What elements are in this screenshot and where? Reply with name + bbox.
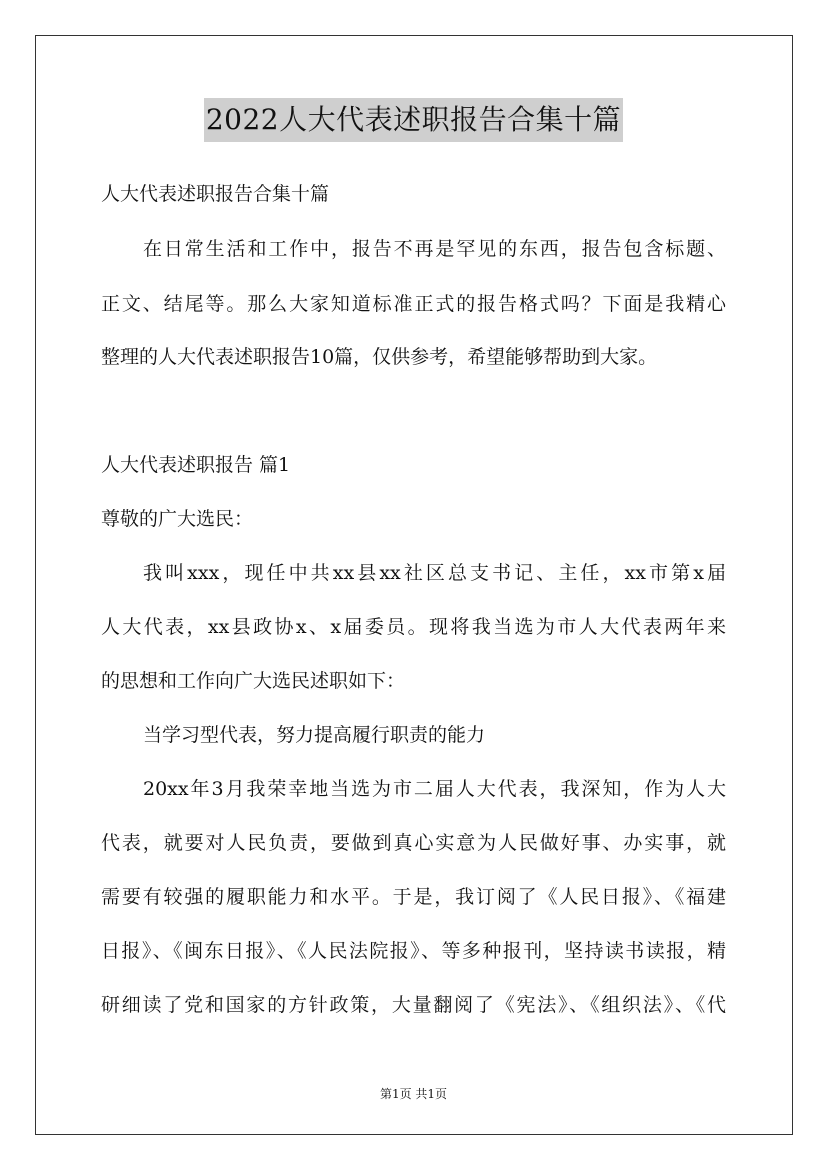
- subtitle-line: 人大代表述职报告合集十篇: [101, 183, 330, 205]
- paragraph-line: 人大代表，xx县政协x、x届委员。现将我当选为市人大代表两年来: [101, 616, 726, 638]
- paragraph-line: 我叫xxx，现任中共xx县xx社区总支书记、主任，xx市第x届: [143, 562, 726, 584]
- paragraph-line: 日报》、《闽东日报》、《人民法院报》、等多种报刊，坚持读书读报，精: [101, 940, 726, 962]
- paragraph-line: 代表，就要对人民负责，要做到真心实意为人民做好事、办实事，就: [101, 832, 726, 854]
- page-footer: 第1页 共1页: [379, 1087, 448, 1101]
- paragraph-line: 正文、结尾等。那么大家知道标准正式的报告格式吗？下面是我精心: [101, 293, 726, 315]
- subheading-line: 当学习型代表，努力提高履行职责的能力: [143, 724, 486, 746]
- paragraph-line: 在日常生活和工作中，报告不再是罕见的东西，报告包含标题、: [143, 238, 726, 260]
- title-container: [0, 98, 827, 142]
- paragraph-line: 20xx年3月我荣幸地当选为市二届人大代表，我深知，作为人大: [143, 778, 726, 800]
- paragraph-line: 整理的人大代表述职报告10篇，仅供参考，希望能够帮助到大家。: [101, 346, 658, 368]
- paragraph-line: 需要有较强的履职能力和水平。于是，我订阅了《人民日报》、《福建: [101, 886, 726, 908]
- document-title: 2022人大代表述职报告合集十篇: [204, 98, 623, 142]
- paragraph-line: 研细读了党和国家的方针政策，大量翻阅了《宪法》、《组织法》、《代: [101, 994, 726, 1016]
- salutation-line: 尊敬的广大选民：: [101, 508, 254, 530]
- paragraph-line: 的思想和工作向广大选民述职如下：: [101, 670, 406, 692]
- section-heading: 人大代表述职报告 篇1: [101, 454, 291, 476]
